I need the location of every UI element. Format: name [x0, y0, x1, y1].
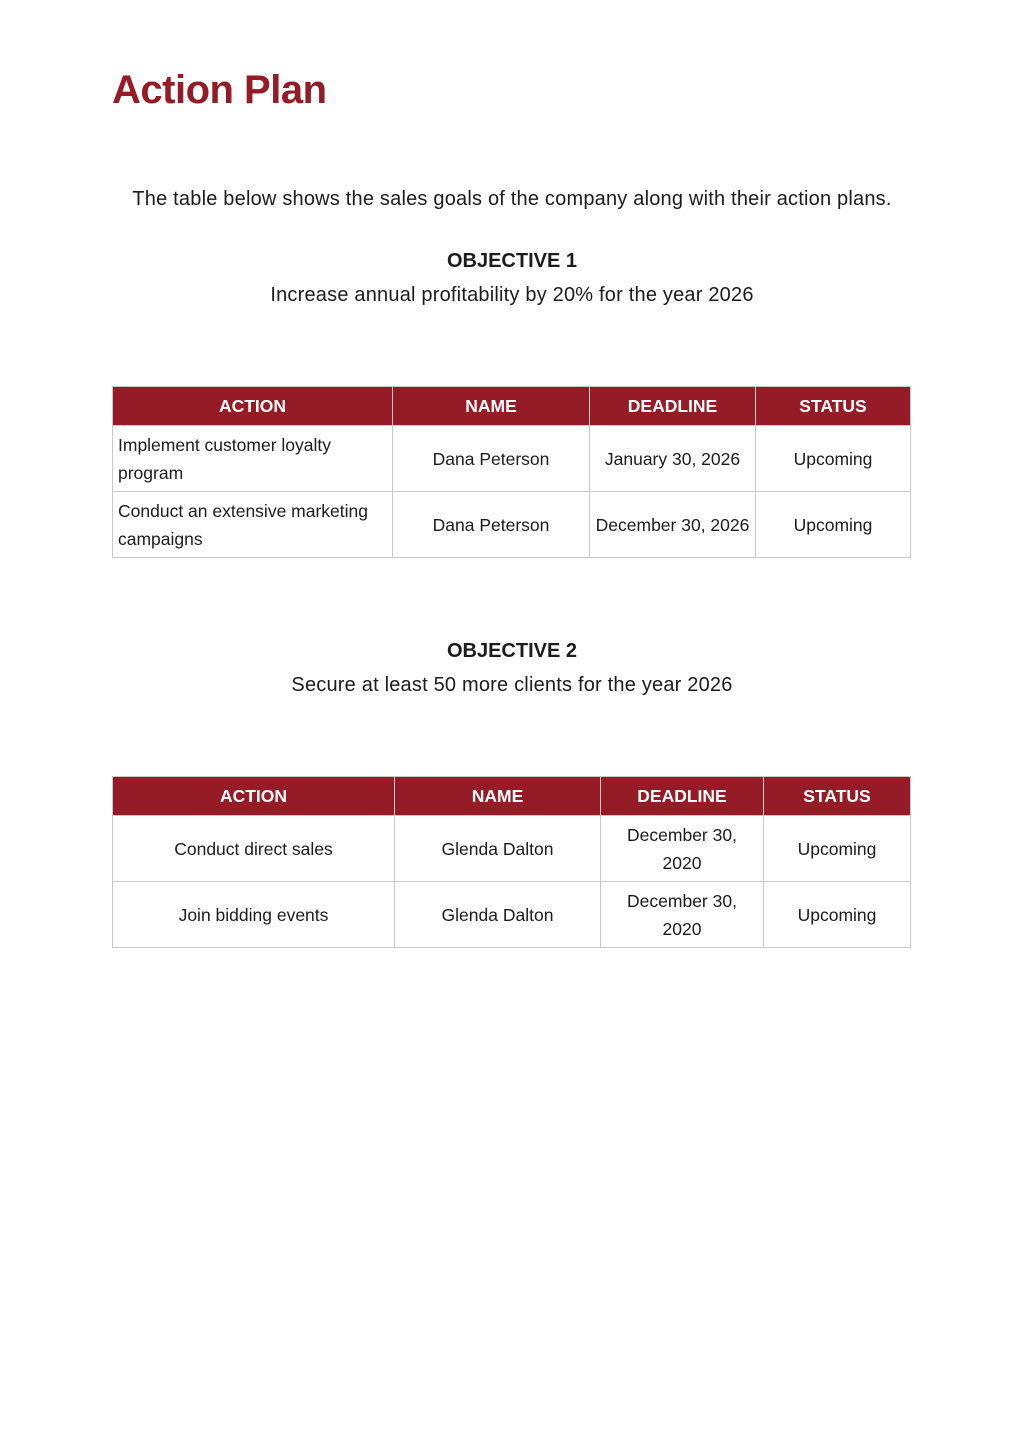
objective-description: Increase annual profitability by 20% for the year 2026 [270, 284, 754, 306]
objective-heading: OBJECTIVE 1 [446, 250, 578, 272]
column-header-deadline: DEADLINE [601, 777, 764, 816]
cell-action: Join bidding events [113, 882, 395, 948]
column-header-status: STATUS [756, 387, 911, 426]
column-header-status: STATUS [764, 777, 911, 816]
cell-name: Glenda Dalton [395, 816, 601, 882]
cell-name: Dana Peterson [393, 492, 590, 558]
cell-status: Upcoming [756, 492, 911, 558]
column-header-name: NAME [395, 777, 601, 816]
objective-1 [0, 248, 1024, 308]
objective-heading: OBJECTIVE 2 [446, 640, 578, 662]
column-header-action: ACTION [113, 387, 393, 426]
table-header-row [113, 777, 911, 816]
cell-deadline: December 30, 2020 [601, 882, 764, 948]
cell-action: Conduct direct sales [113, 816, 395, 882]
objective-description: Secure at least 50 more clients for the year 2026 [291, 674, 733, 696]
objective-2 [0, 638, 1024, 698]
column-header-action: ACTION [113, 777, 395, 816]
column-header-name: NAME [393, 387, 590, 426]
cell-status: Upcoming [756, 426, 911, 492]
cell-status: Upcoming [764, 816, 911, 882]
table-row [113, 426, 911, 492]
cell-name: Dana Peterson [393, 426, 590, 492]
cell-deadline: December 30, 2026 [590, 492, 756, 558]
table-row [113, 492, 911, 558]
cell-name: Glenda Dalton [395, 882, 601, 948]
table-header-row [113, 387, 911, 426]
column-header-deadline: DEADLINE [590, 387, 756, 426]
cell-deadline: January 30, 2026 [590, 426, 756, 492]
action-table-objective-2 [112, 776, 911, 948]
cell-status: Upcoming [764, 882, 911, 948]
cell-action: Conduct an extensive marketing campaigns [113, 492, 393, 558]
table-row [113, 882, 911, 948]
action-table-objective-1 [112, 386, 911, 558]
intro-paragraph: The table below shows the sales goals of the company along with their action plans. [132, 188, 892, 210]
table-row [113, 816, 911, 882]
page-title: Action Plan [112, 68, 327, 112]
cell-action: Implement customer loyalty program [113, 426, 393, 492]
cell-deadline: December 30, 2020 [601, 816, 764, 882]
